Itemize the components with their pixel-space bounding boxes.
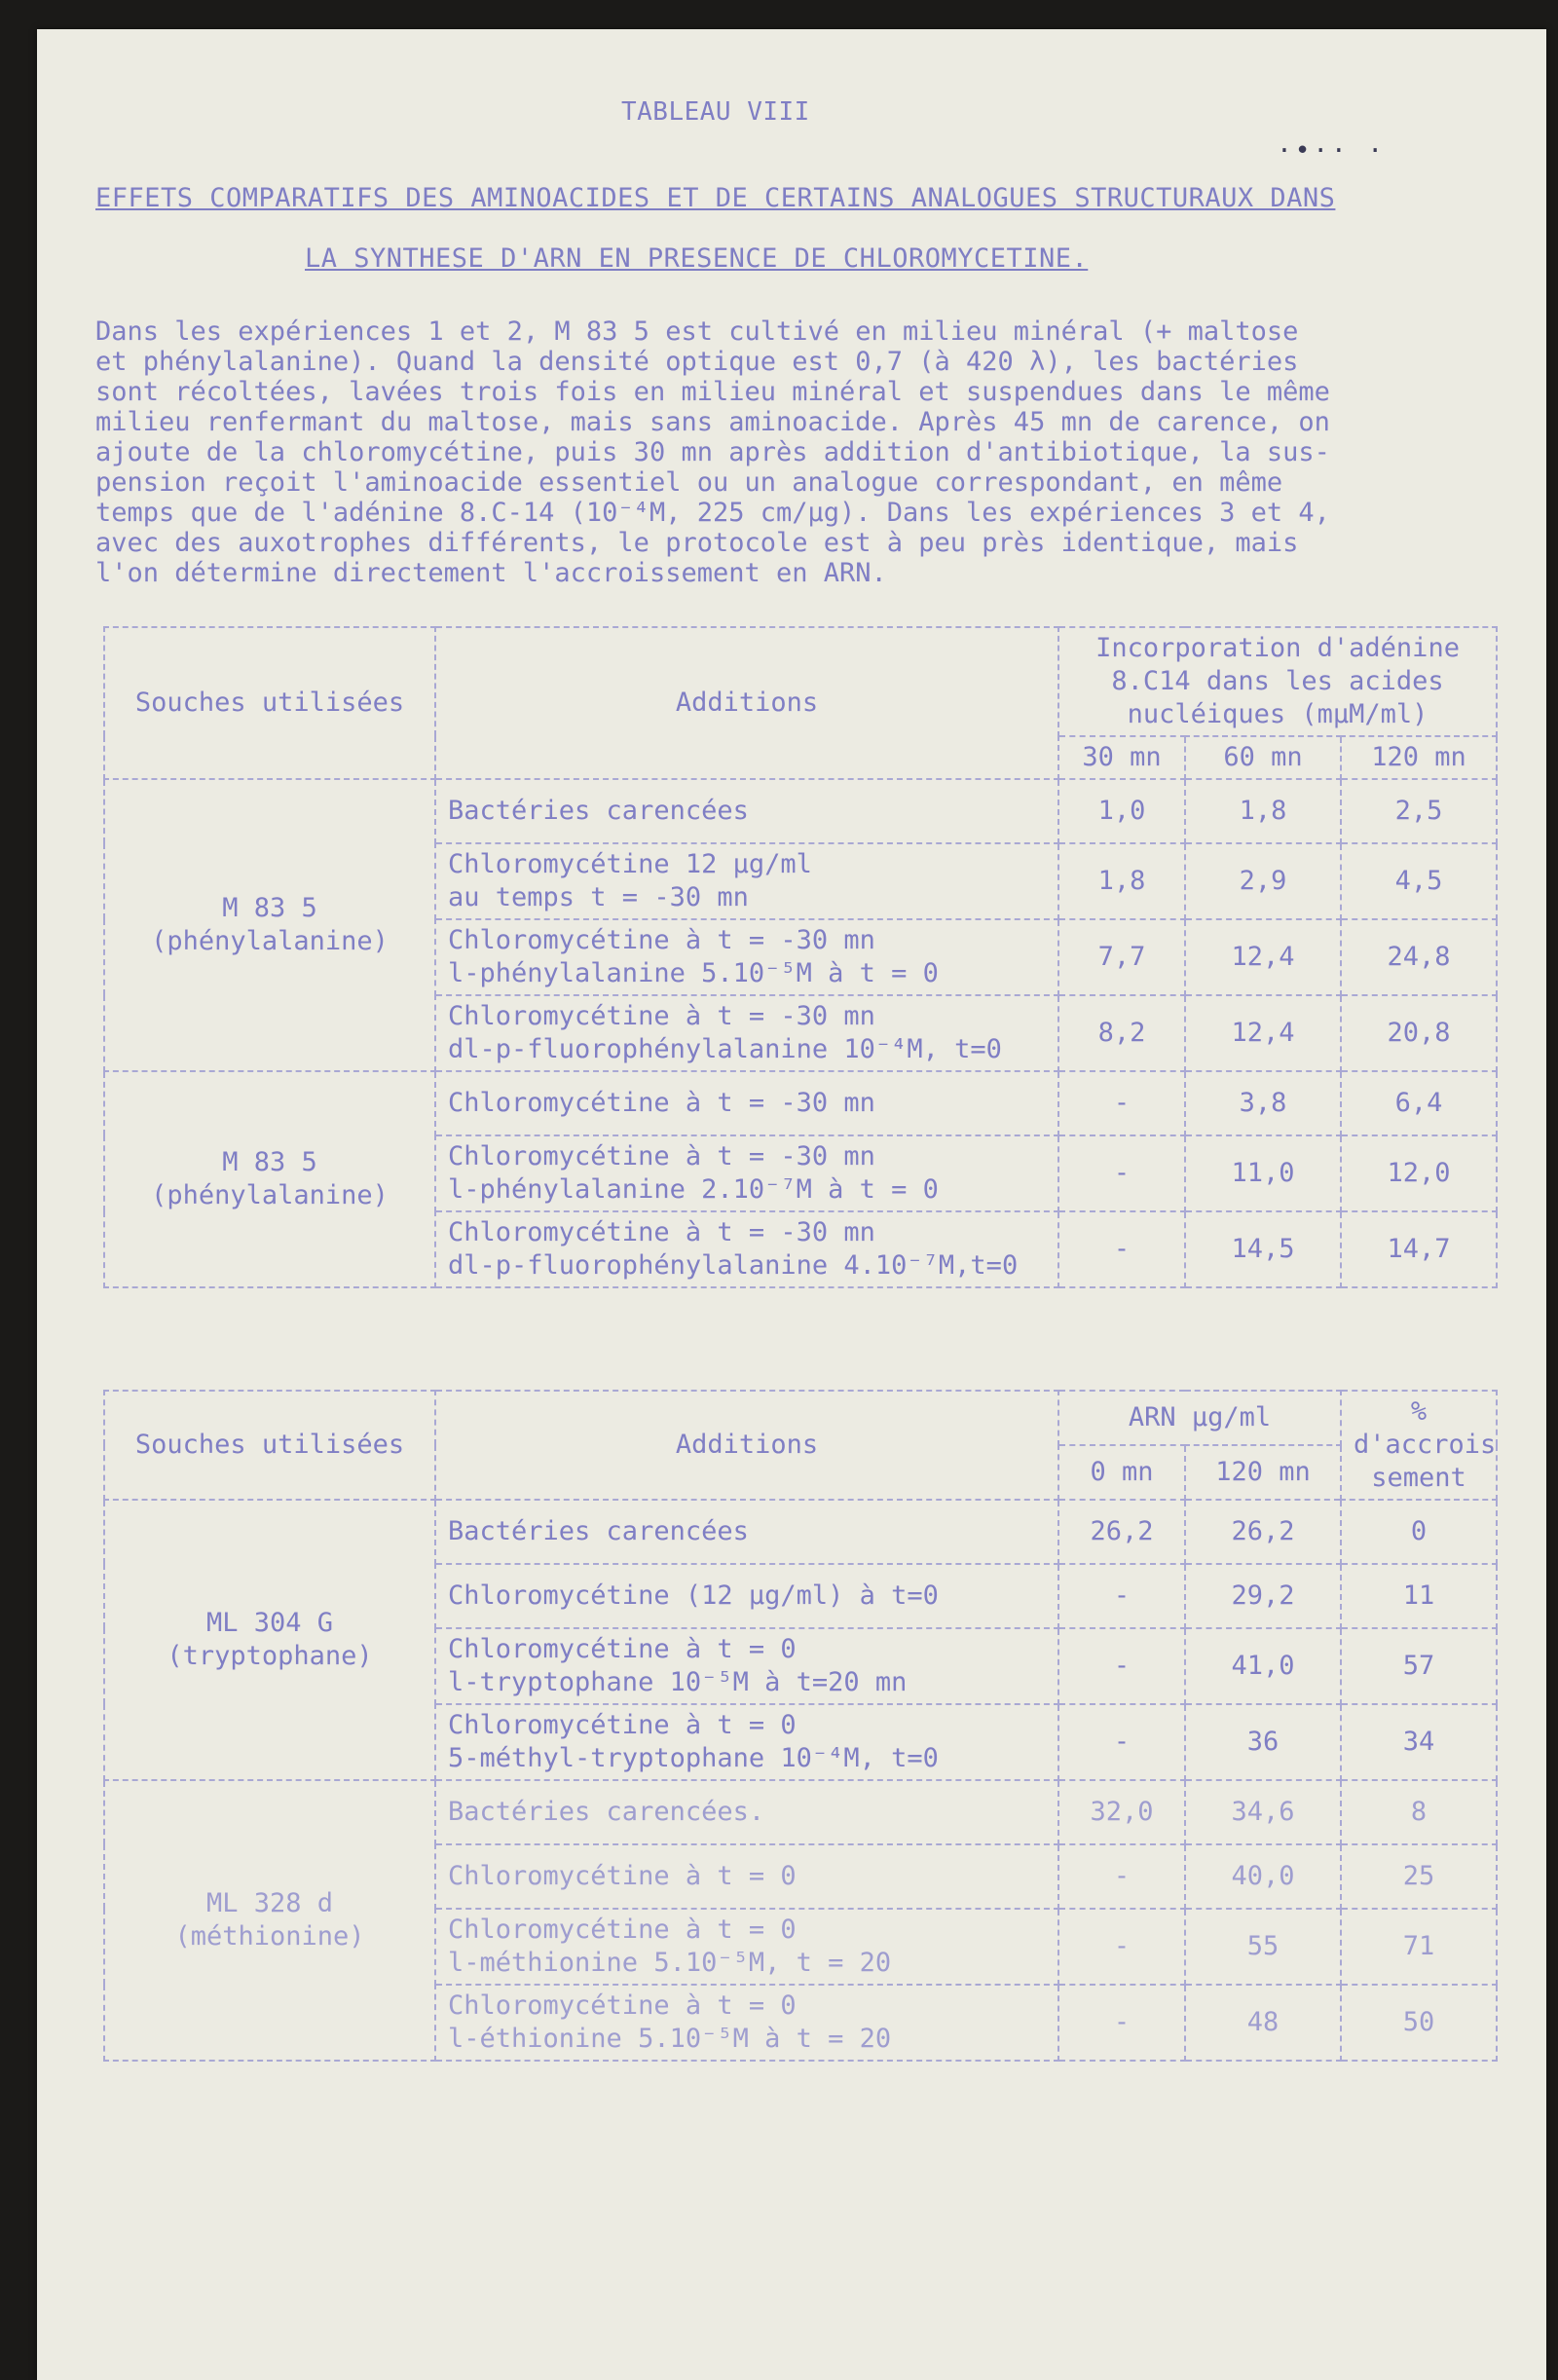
header-percent-l3: sement (1371, 1463, 1466, 1493)
addition-cell (435, 995, 1058, 1071)
incorporation-table (103, 626, 1498, 1288)
addition-line: Chloromycétine à t = -30 mn (448, 1217, 875, 1247)
intro-line: sont récoltées, lavées trois fois en milieu minéral et suspendues dans le même (95, 377, 1330, 407)
value-cell: 7,7 (1058, 919, 1185, 995)
addition-line: Chloromycétine à t = 0 (448, 1710, 797, 1740)
header-percent-l1: % (1410, 1396, 1428, 1427)
corner-mark: ·•·· · (1277, 136, 1386, 166)
table-row (104, 1500, 1497, 1564)
value-cell: 20,8 (1341, 995, 1497, 1071)
header-arn: ARN μg/ml (1058, 1391, 1341, 1445)
strain-requirement: (phénylalanine) (151, 1180, 389, 1210)
value-cell: 11,0 (1185, 1135, 1341, 1211)
addition-cell (435, 1628, 1058, 1704)
strain-cell (104, 1500, 435, 1780)
value-cell: 50 (1341, 1985, 1497, 2061)
value-cell: 12,4 (1185, 995, 1341, 1071)
table-subtitle-line2: LA SYNTHESE D'ARN EN PRESENCE DE CHLOROMYCETINE. (305, 243, 1089, 274)
addition-line: dl-p-fluorophénylalanine 4.10⁻⁷M,t=0 (448, 1250, 1019, 1281)
addition-line: Chloromycétine à t = -30 mn (448, 1141, 875, 1171)
strain-cell (104, 779, 435, 1071)
intro-line: pension reçoit l'aminoacide essentiel ou un analogue correspondant, en même (95, 467, 1283, 498)
value-cell: 25 (1341, 1844, 1497, 1909)
document-page (37, 29, 1546, 2380)
addition-line: dl-p-fluorophénylalanine 10⁻⁴M, t=0 (448, 1034, 1002, 1064)
addition-line: l-éthionine 5.10⁻⁵M à t = 20 (448, 2024, 892, 2054)
addition-cell (435, 779, 1058, 843)
value-cell: - (1058, 1564, 1185, 1628)
addition-line: Chloromycétine à t = 0 (448, 1915, 797, 1945)
intro-line: temps que de l'adénine 8.C-14 (10⁻⁴M, 225 cm/μg). Dans les expériences 3 et 4, (95, 498, 1330, 528)
value-cell: - (1058, 1135, 1185, 1211)
value-cell: 14,7 (1341, 1211, 1497, 1287)
strain-requirement: (méthionine) (174, 1921, 365, 1952)
header-30mn: 30 mn (1058, 736, 1185, 779)
table-row (104, 779, 1497, 843)
addition-line: l-méthionine 5.10⁻⁵M, t = 20 (448, 1948, 892, 1978)
addition-line: Chloromycétine à t = -30 mn (448, 1088, 875, 1118)
header-incorporation-l3: nucléiques (mμM/ml) (1127, 699, 1428, 729)
value-cell: 26,2 (1058, 1500, 1185, 1564)
addition-cell (435, 1909, 1058, 1985)
value-cell: 0 (1341, 1500, 1497, 1564)
header-strain: Souches utilisées (104, 1391, 435, 1500)
value-cell: 12,0 (1341, 1135, 1497, 1211)
intro-line: Dans les expériences 1 et 2, M 83 5 est cultivé en milieu minéral (+ maltose (95, 316, 1299, 347)
value-cell: - (1058, 1985, 1185, 2061)
addition-cell (435, 1985, 1058, 2061)
addition-cell (435, 1844, 1058, 1909)
header-incorporation-l2: 8.C14 dans les acides (1111, 666, 1444, 696)
header-percent (1341, 1391, 1497, 1500)
value-cell: 40,0 (1185, 1844, 1341, 1909)
addition-line: Chloromycétine à t = -30 mn (448, 1001, 875, 1031)
value-cell: 34,6 (1185, 1780, 1341, 1844)
intro-line: milieu renfermant du maltose, mais sans aminoacide. Après 45 mn de carence, on (95, 407, 1330, 437)
value-cell: - (1058, 1628, 1185, 1704)
addition-cell (435, 1211, 1058, 1287)
value-cell: 29,2 (1185, 1564, 1341, 1628)
header-percent-l2: d'accrois (1354, 1430, 1497, 1460)
header-additions: Additions (435, 1391, 1058, 1500)
value-cell: 4,5 (1341, 843, 1497, 919)
value-cell: 3,8 (1185, 1071, 1341, 1135)
addition-cell (435, 1564, 1058, 1628)
value-cell: 14,5 (1185, 1211, 1341, 1287)
addition-line: Chloromycétine à t = 0 (448, 1861, 797, 1891)
value-cell: 2,5 (1341, 779, 1497, 843)
value-cell: 1,8 (1058, 843, 1185, 919)
value-cell: - (1058, 1844, 1185, 1909)
addition-line: Chloromycétine à t = 0 (448, 1634, 797, 1664)
addition-line: l-phénylalanine 5.10⁻⁵M à t = 0 (448, 958, 939, 988)
table-row (104, 1071, 1497, 1135)
addition-line: Bactéries carencées (448, 796, 749, 826)
value-cell: - (1058, 1704, 1185, 1780)
value-cell: - (1058, 1071, 1185, 1135)
strain-cell (104, 1071, 435, 1287)
addition-line: 5-méthyl-tryptophane 10⁻⁴M, t=0 (448, 1743, 939, 1773)
value-cell: 12,4 (1185, 919, 1341, 995)
intro-line: et phénylalanine). Quand la densité optique est 0,7 (à 420 λ), les bactéries (95, 347, 1299, 377)
addition-cell (435, 1500, 1058, 1564)
value-cell: 26,2 (1185, 1500, 1341, 1564)
header-120mn: 120 mn (1341, 736, 1497, 779)
strain-name: ML 304 G (205, 1608, 334, 1638)
value-cell: 8 (1341, 1780, 1497, 1844)
header-incorporation-l1: Incorporation d'adénine (1095, 633, 1460, 663)
header-strain: Souches utilisées (104, 627, 435, 779)
value-cell: - (1058, 1909, 1185, 1985)
table-subtitle-line1: EFFETS COMPARATIFS DES AMINOACIDES ET DE CERTAINS ANALOGUES STRUCTURAUX DANS (95, 183, 1336, 213)
strain-name: M 83 5 (222, 1147, 317, 1177)
addition-line: Bactéries carencées. (448, 1797, 765, 1827)
header-60mn: 60 mn (1185, 736, 1341, 779)
value-cell: 57 (1341, 1628, 1497, 1704)
value-cell: 1,0 (1058, 779, 1185, 843)
value-cell: 36 (1185, 1704, 1341, 1780)
value-cell: 6,4 (1341, 1071, 1497, 1135)
addition-cell (435, 843, 1058, 919)
value-cell: 8,2 (1058, 995, 1185, 1071)
addition-line: Chloromycétine à t = -30 mn (448, 925, 875, 955)
addition-line: au temps t = -30 mn (448, 882, 749, 912)
value-cell: 2,9 (1185, 843, 1341, 919)
value-cell: 71 (1341, 1909, 1497, 1985)
header-additions: Additions (435, 627, 1058, 779)
addition-line: Chloromycétine à t = 0 (448, 1990, 797, 2021)
intro-line: avec des auxotrophes différents, le protocole est à peu près identique, mais (95, 528, 1299, 558)
addition-line: l-phénylalanine 2.10⁻⁷M à t = 0 (448, 1174, 939, 1205)
strain-requirement: (tryptophane) (167, 1641, 373, 1671)
strain-name: M 83 5 (222, 893, 317, 923)
addition-cell (435, 919, 1058, 995)
strain-cell (104, 1780, 435, 2061)
addition-cell (435, 1135, 1058, 1211)
value-cell: 34 (1341, 1704, 1497, 1780)
intro-line: l'on détermine directement l'accroissement en ARN. (95, 558, 887, 588)
value-cell: 55 (1185, 1909, 1341, 1985)
value-cell: 1,8 (1185, 779, 1341, 843)
value-cell: 41,0 (1185, 1628, 1341, 1704)
addition-line: Bactéries carencées (448, 1516, 749, 1546)
value-cell: - (1058, 1211, 1185, 1287)
intro-paragraph (95, 316, 1498, 588)
header-120mn: 120 mn (1185, 1445, 1341, 1500)
addition-cell (435, 1780, 1058, 1844)
header-incorporation (1058, 627, 1497, 736)
value-cell: 32,0 (1058, 1780, 1185, 1844)
intro-line: ajoute de la chloromycétine, puis 30 mn après addition d'antibiotique, la sus- (95, 437, 1330, 467)
addition-cell (435, 1071, 1058, 1135)
addition-line: Chloromycétine (12 μg/ml) à t=0 (448, 1580, 939, 1611)
strain-requirement: (phénylalanine) (151, 926, 389, 956)
arn-table (103, 1390, 1498, 2062)
addition-line: Chloromycétine 12 μg/ml (448, 849, 812, 879)
value-cell: 48 (1185, 1985, 1341, 2061)
table-row (104, 1780, 1497, 1844)
header-0mn: 0 mn (1058, 1445, 1185, 1500)
value-cell: 11 (1341, 1564, 1497, 1628)
strain-name: ML 328 d (205, 1888, 334, 1918)
addition-line: l-tryptophane 10⁻⁵M à t=20 mn (448, 1667, 908, 1697)
value-cell: 24,8 (1341, 919, 1497, 995)
table-title: TABLEAU VIII (621, 97, 810, 127)
addition-cell (435, 1704, 1058, 1780)
